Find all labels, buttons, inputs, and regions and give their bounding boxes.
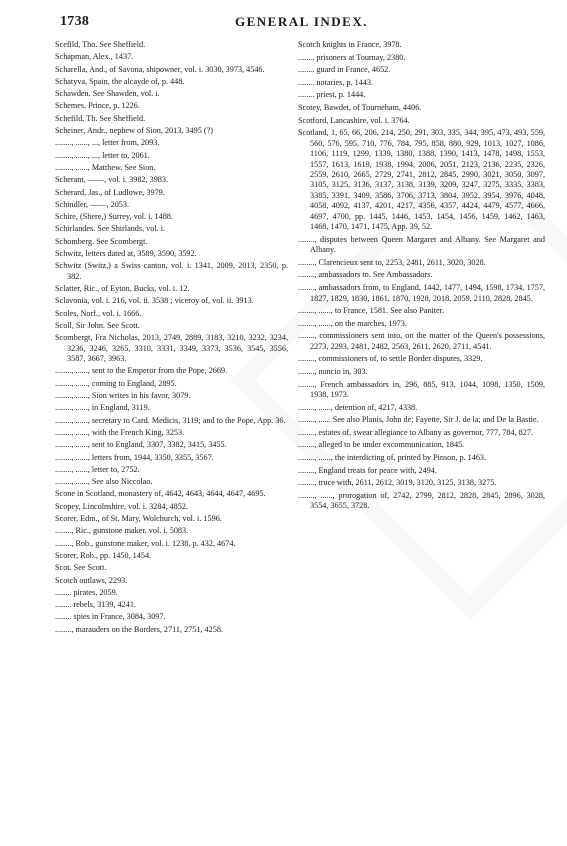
index-entry: Scorer, Rob., pp. 1450, 1454. xyxy=(55,550,152,560)
index-entry: ........, ......, in England, 3119. xyxy=(55,403,150,413)
index-entry: ........, ......, to France, 1581. See also Paniter. xyxy=(298,306,444,316)
index-entry: ........, ......, secretary to Card. Medicis, 3119; and to the Pope, App. 36. xyxy=(55,415,286,425)
running-title: GENERAL INDEX. xyxy=(235,14,368,29)
index-entry: Scharella, And., of Savona, shipowner, vol. i. 3030, 3973, 4546. xyxy=(55,64,265,74)
index-column-right xyxy=(298,40,545,514)
index-entry: ........, ......, ..., letter to, 2061. xyxy=(55,150,150,160)
index-entry: ........, ......, detention of, 4217, 4338. xyxy=(298,402,418,412)
index-entry: ........ rebels, 3139, 4241. xyxy=(55,600,136,610)
index-entry: Scorer, Edm., of St. Mary, Wolchurch, vol. i. 1596. xyxy=(55,514,222,524)
index-entry: Schapman, Alex., 1437. xyxy=(55,52,134,62)
index-entry: ........, truce with, 2611, 2612, 3019, 3120, 3125, 3138, 3275. xyxy=(298,478,497,488)
index-entry: Scoles, Norf., vol. i. 1666. xyxy=(55,308,142,318)
index-entry: ........, nuncio in, 303. xyxy=(298,366,368,376)
index-entry: Scotford, Lancashire, vol. i. 3764. xyxy=(298,115,410,125)
index-entry: Scone in Scotland, monastery of, 4642, 4643, 4644, 4647, 4695. xyxy=(55,489,266,499)
page-number: 1738 xyxy=(60,14,90,29)
index-entry: Scherard, Jas., of Ludlowe, 3979. xyxy=(55,187,165,197)
index-entry: Scotey, Bawdet, of Tourneham, 4406. xyxy=(298,102,422,112)
index-entry: ........, ......, prorogation of, 2742, 2799, 2812, 2828, 2845, 2896, 3028, 3554, 3655, 3728. xyxy=(298,490,545,511)
index-entry: ........, marauders on the Borders, 2711, 2751, 4258. xyxy=(55,624,223,634)
page-header xyxy=(60,14,543,32)
index-entry: Scotland, 1, 65, 66, 206, 214, 250, 291, 303, 335, 344, 395, 473, 493, 559, 560, 576, 595, 710, 776, 784, 795, 858, 880, 929, 1013, 1027, 1086, 1106, 1119, 1299, 1339, 1380, 1388, 1390, 1413, 1478, 1498, 1553, 1557, 1613, 1619, 1938, 1994, 2006, 2051, 2123, 2136, 2235, 2326, 2559, 2610, 2665, 2729, 2741, 2812, 2845, 2990, 3021, 3050, 3097, 3105, 3125, 3136, 3137, 3138, 3139, 3209, 3247, 3275, 3335, 3383, 3385, 3391, 3409, 3586, 3706, 3713, 3804, 3952, 3954, 3976, 4048, 4058, 4092, 4137, 4201, 4217, 4356, 4357, 4424, 4479, 4577, 4666, 4697, 4700, pp. 1445, 1446, 1453, 1454, 1456, 1459, 1462, 1463, 1468, 1470, 1471, 1475, App. 39, 52. xyxy=(298,128,545,232)
index-entry: ........, ......, ..., letter from, 2093. xyxy=(55,138,160,148)
index-entry: ........ pirates, 2059. xyxy=(55,587,118,597)
index-entry: Schwitz, letters dated at, 3589, 3590, 3592. xyxy=(55,249,197,259)
index-entry: ........, ......, letter to, 2752. xyxy=(55,464,140,474)
index-entry: Scopey, Lincolnshire, vol. i. 3284, 4852. xyxy=(55,501,188,511)
index-entry: ........, ambassadors from, to England, 1442, 1477, 1494, 1598, 1734, 1757, 1827, 1829, 1830, 1861, 1870, 1928, 2018, 2059, 2110, 2828, 2845. xyxy=(298,283,545,303)
index-entry: Schirlandes. See Shirlands, vol. i. xyxy=(55,224,166,234)
index-entry: ........ prisoners at Tournay, 2380. xyxy=(298,52,406,62)
index-entry: Scheiner, Andr., nephew of Sion, 2013, 3495 (?) xyxy=(55,126,213,136)
index-entry: Scombergt, Fra Nicholas, 2013, 2749, 2889, 3183, 3210, 3232, 3234, 3236, 3246, 3265, 3310, 3331, 3349, 3373, 3536, 3545, 3556, 3587, 3667, 3963. xyxy=(55,333,288,364)
index-entry: ........, commissioners sent into, on the matter of the Queen's possessions, 2273, 2293, 2481, 2482, 2563, 2611, 2620, 2711, 4541. xyxy=(298,331,545,351)
index-entry: ........, ......, Matthew. See Sion. xyxy=(55,162,156,172)
index-entry: ........, ......, coming to England, 2895. xyxy=(55,378,177,388)
index-entry: Schire, (Shere,) Surrey, vol. i. 1488. xyxy=(55,212,173,222)
index-entry: Sclatter, Ric., of Eyton, Bucks, vol. i. 12. xyxy=(55,284,190,294)
index-entry: Schemes, Prince, p. 1226. xyxy=(55,101,140,111)
index-entry: ........, ...... See also Planis, John de; Fayette, Sir J. de la; and De la Bastie. xyxy=(298,415,539,425)
index-entry: Schindler, ——, 2053. xyxy=(55,199,130,209)
index-entry: ........, commissioners of, to settle Border disputes, 3329. xyxy=(298,354,483,364)
index-entry: ........, Rob., gunstone maker, vol. i. 1238, p. 432, 4674. xyxy=(55,538,236,548)
index-entry: ........, ......, with the French King, 3253. xyxy=(55,427,185,437)
index-entry: Schomberg. See Scombergt. xyxy=(55,236,148,246)
index-entry: ........ spies in France, 3084, 3097. xyxy=(55,612,166,622)
index-entry: Schawden. See Shawden, vol. i. xyxy=(55,89,160,99)
index-entry: Scot. See Scott. xyxy=(55,563,107,573)
index-entry: ........, ......, on the marches, 1973. xyxy=(298,318,407,328)
index-entry: ........, ......, See also Niccolao. xyxy=(55,477,153,487)
index-entry: Scotch outlaws, 2293. xyxy=(55,575,128,585)
index-entry: Sclavonia, vol. i. 216, vol. ii. 3538 ; viceroy of, vol. ii. 3913. xyxy=(55,296,254,306)
index-entry: Scherant, ——, vol. i. 3982, 3983. xyxy=(55,175,169,185)
index-entry: ........, estates of, swear allegiance to Albany as governor, 777, 784, 827. xyxy=(298,427,534,437)
index-entry: Scoll, Sir John. See Scott. xyxy=(55,320,140,330)
index-entry: ........, England treats for peace with, 2494. xyxy=(298,465,437,475)
index-column-left xyxy=(55,40,288,637)
index-entry: ........ guard in France, 4652. xyxy=(298,65,391,75)
index-entry: ........, alleged to be under excommunication, 1845. xyxy=(298,440,465,450)
index-entry: Schwitz (Switz,) a Swiss canton, vol. i. 1341, 2009, 2013, 2350, p. 382. xyxy=(55,261,288,281)
index-entry: ........, Ric., gunstone maker, vol. i. 5083. xyxy=(55,526,189,536)
index-entry: Schefild, Th. See Sheffield. xyxy=(55,113,146,123)
index-entry: ........, disputes between Queen Margaret and Albany. See Margaret and Albany. xyxy=(298,234,545,255)
index-entry: Schatyva, Spain, the alcayde of, p. 448. xyxy=(55,76,185,86)
index-entry: ........, ......, the interdicting of, printed by Pinson, p. 1463. xyxy=(298,452,487,462)
index-entry: ........, ......, sent to England, 3307, 3382, 3415, 3455. xyxy=(55,440,227,450)
index-entry: Scefild, Tho. See Sheffield. xyxy=(55,40,146,49)
index-entry: ........, ......, Sion writes in his favor, 3079. xyxy=(55,391,191,401)
index-entry: Scotch knights in France, 3978. xyxy=(298,40,402,49)
index-entry: ........, Clarencieux sent to, 2253, 2481, 2611, 3020, 3028. xyxy=(298,257,486,267)
index-entry: ........, ambassadors to. See Ambassadors. xyxy=(298,270,433,280)
index-entry: ........, ......, sent to the Emperor from the Pope, 2669. xyxy=(55,366,228,376)
index-entry: ........ notaries, p. 1443. xyxy=(298,77,374,87)
index-entry: ........ priest, p. 1444. xyxy=(298,90,366,100)
index-entry: ........, French ambassadors in, 296, 885, 913, 1044, 1098, 1350, 1509, 1938, 1973. xyxy=(298,379,545,399)
index-entry: ........, ......, letters from, 1944, 3350, 3355, 3567. xyxy=(55,452,214,462)
